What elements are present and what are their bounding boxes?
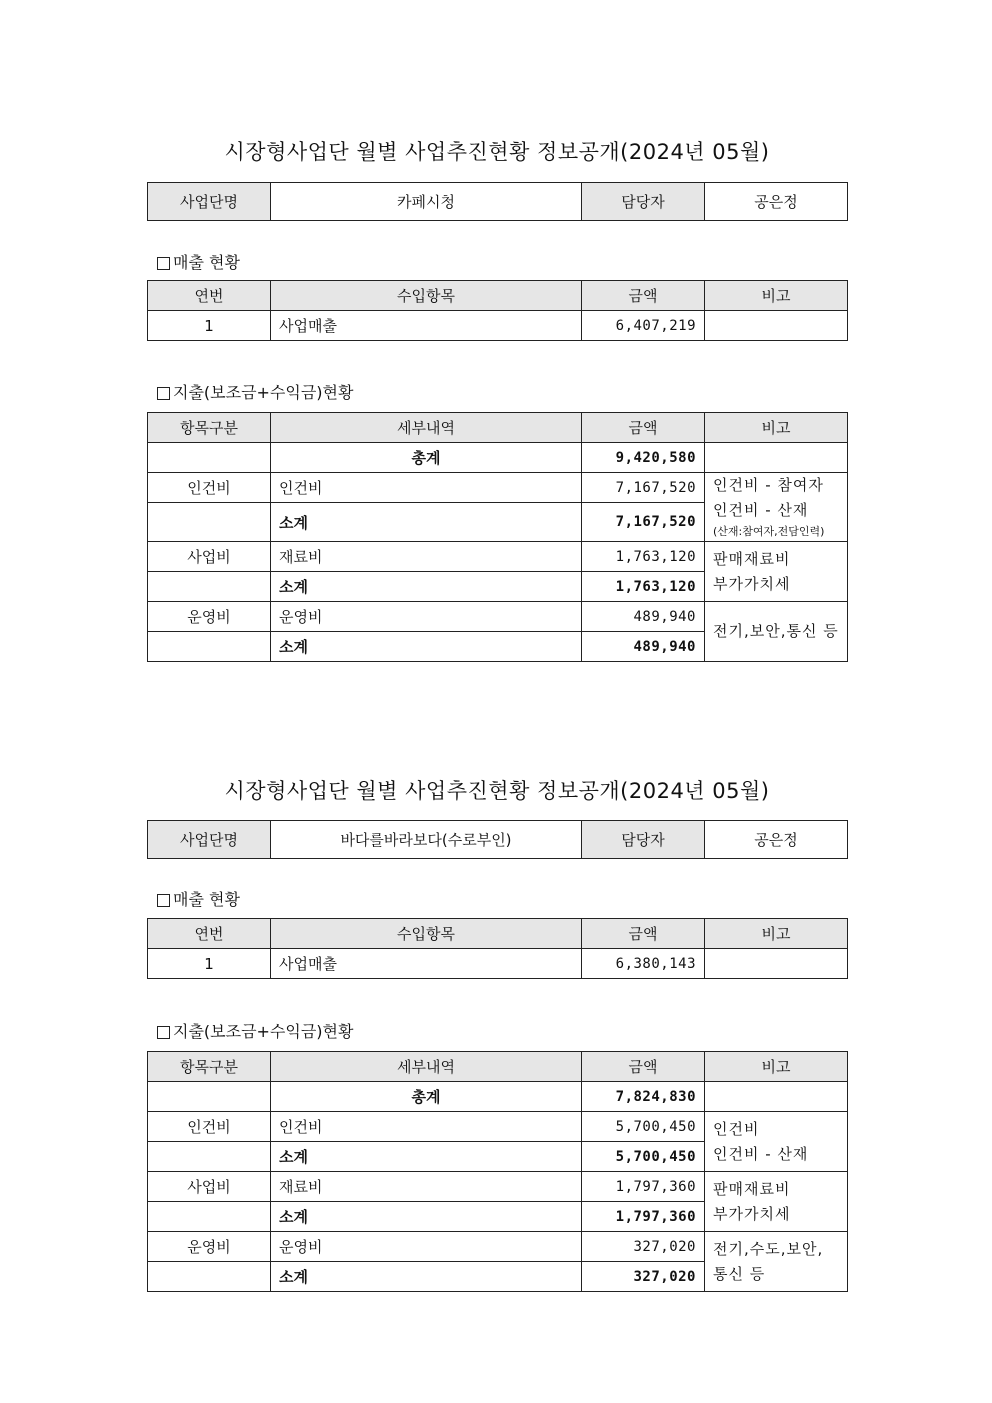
table-row (148, 542, 848, 572)
note-line: 전기,수도,보안, (713, 1239, 824, 1258)
col-header: 수입항목 (271, 919, 582, 949)
subtotal-amount: 1,763,120 (582, 572, 705, 602)
subtotal-amount: 327,020 (582, 1262, 705, 1292)
table-row (148, 1112, 848, 1142)
team-name: 카페시청 (271, 183, 582, 221)
report-title: 시장형사업단 월별 사업추진현황 정보공개(2024년 05월) (224, 779, 770, 803)
detail: 인건비 (271, 473, 582, 503)
report-1-sales-heading (147, 250, 847, 276)
checkbox-square-icon (157, 894, 170, 907)
col-header: 세부내역 (271, 1052, 582, 1082)
report-2-expense-heading (147, 1019, 847, 1045)
category: 사업비 (148, 1172, 271, 1202)
report-2-info (147, 820, 847, 859)
total-row (148, 1082, 848, 1112)
manager-name: 공은정 (705, 821, 848, 859)
table-row (148, 473, 848, 503)
report-2-sales-heading (147, 887, 847, 913)
sales-heading: 매출 현황 (173, 253, 240, 272)
col-header: 세부내역 (271, 413, 582, 443)
category: 인건비 (148, 473, 271, 503)
category: 운영비 (148, 602, 271, 632)
category: 운영비 (148, 1232, 271, 1262)
checkbox-square-icon (157, 387, 170, 400)
checkbox-square-icon (157, 257, 170, 270)
table-row (148, 1172, 848, 1202)
detail: 운영비 (271, 1232, 582, 1262)
report-1 (147, 137, 847, 167)
subtotal-amount: 489,940 (582, 632, 705, 662)
income-item: 사업매출 (271, 311, 582, 341)
subtotal-amount: 7,167,520 (582, 503, 705, 542)
col-header: 비고 (705, 281, 848, 311)
note (705, 311, 848, 341)
col-header: 금액 (582, 413, 705, 443)
sales-table (147, 280, 848, 341)
subtotal-label: 소계 (271, 1202, 582, 1232)
amount: 489,940 (582, 602, 705, 632)
col-header: 비고 (705, 919, 848, 949)
category: 사업비 (148, 542, 271, 572)
col-header: 항목구분 (148, 1052, 271, 1082)
report-1-expense-heading (147, 380, 847, 406)
amount: 6,407,219 (582, 311, 705, 341)
note-line: 인건비 - 산재 (713, 501, 809, 519)
note-line: 인건비 - 참여자 (713, 476, 824, 494)
table-row (148, 949, 848, 979)
col-header: 금액 (582, 1052, 705, 1082)
table-row (148, 1232, 848, 1262)
category: 인건비 (148, 1112, 271, 1142)
subtotal-label: 소계 (271, 503, 582, 542)
note (705, 542, 848, 602)
report-2 (147, 776, 847, 806)
row-number: 1 (148, 311, 271, 341)
table-row (148, 602, 848, 632)
subtotal-label: 소계 (271, 632, 582, 662)
info-table (147, 182, 848, 221)
detail: 재료비 (271, 542, 582, 572)
row-number: 1 (148, 949, 271, 979)
amount: 6,380,143 (582, 949, 705, 979)
manager-label: 담당자 (582, 821, 705, 859)
team-name: 바다를바라보다(수로부인) (271, 821, 582, 859)
note (705, 949, 848, 979)
amount: 327,020 (582, 1232, 705, 1262)
amount: 5,700,450 (582, 1112, 705, 1142)
team-label: 사업단명 (148, 183, 271, 221)
col-header: 비고 (705, 413, 848, 443)
total-amount: 9,420,580 (582, 443, 705, 473)
note (705, 1232, 848, 1292)
detail: 운영비 (271, 602, 582, 632)
table-row (148, 311, 848, 341)
total-label: 총계 (271, 1082, 582, 1112)
col-header: 금액 (582, 281, 705, 311)
expense-table (147, 1051, 848, 1292)
report-2-sales (147, 918, 847, 979)
col-header: 항목구분 (148, 413, 271, 443)
subtotal-label: 소계 (271, 572, 582, 602)
sales-table (147, 918, 848, 979)
amount: 1,763,120 (582, 542, 705, 572)
manager-name: 공은정 (705, 183, 848, 221)
amount: 1,797,360 (582, 1172, 705, 1202)
subtotal-label: 소계 (271, 1142, 582, 1172)
note-line: 인건비 - 산재 (713, 1144, 809, 1163)
report-1-sales (147, 280, 847, 341)
note-line: 인건비 (713, 1119, 760, 1138)
income-item: 사업매출 (271, 949, 582, 979)
report-2-expense (147, 1051, 847, 1292)
note-line: 부가가치세 (713, 1204, 791, 1223)
total-label: 총계 (271, 443, 582, 473)
note-line: 부가가치세 (713, 574, 791, 593)
note (705, 1112, 848, 1172)
info-table (147, 820, 848, 859)
col-header: 수입항목 (271, 281, 582, 311)
note (705, 602, 848, 662)
note-line: 판매재료비 (713, 549, 791, 568)
subtotal-amount: 5,700,450 (582, 1142, 705, 1172)
note-small: (산재:참여자,전담인력) (713, 525, 825, 538)
subtotal-amount: 1,797,360 (582, 1202, 705, 1232)
col-header: 비고 (705, 1052, 848, 1082)
detail: 재료비 (271, 1172, 582, 1202)
note-line: 통신 등 (713, 1264, 766, 1283)
col-header: 연번 (148, 281, 271, 311)
detail: 인건비 (271, 1112, 582, 1142)
sales-heading: 매출 현황 (173, 890, 240, 909)
report-1-expense (147, 412, 847, 662)
report-title: 시장형사업단 월별 사업추진현황 정보공개(2024년 05월) (224, 140, 770, 164)
expense-table (147, 412, 848, 662)
checkbox-square-icon (157, 1026, 170, 1039)
subtotal-label: 소계 (271, 1262, 582, 1292)
expense-heading: 지출(보조금+수익금)현황 (173, 383, 354, 402)
report-1-info (147, 182, 847, 221)
manager-label: 담당자 (582, 183, 705, 221)
note (705, 473, 848, 542)
note-line: 판매재료비 (713, 1179, 791, 1198)
expense-heading: 지출(보조금+수익금)현황 (173, 1022, 354, 1041)
amount: 7,167,520 (582, 473, 705, 503)
note-line: 전기,보안,통신 등 (713, 622, 839, 640)
col-header: 금액 (582, 919, 705, 949)
team-label: 사업단명 (148, 821, 271, 859)
col-header: 연번 (148, 919, 271, 949)
note (705, 1172, 848, 1232)
total-amount: 7,824,830 (582, 1082, 705, 1112)
total-row (148, 443, 848, 473)
